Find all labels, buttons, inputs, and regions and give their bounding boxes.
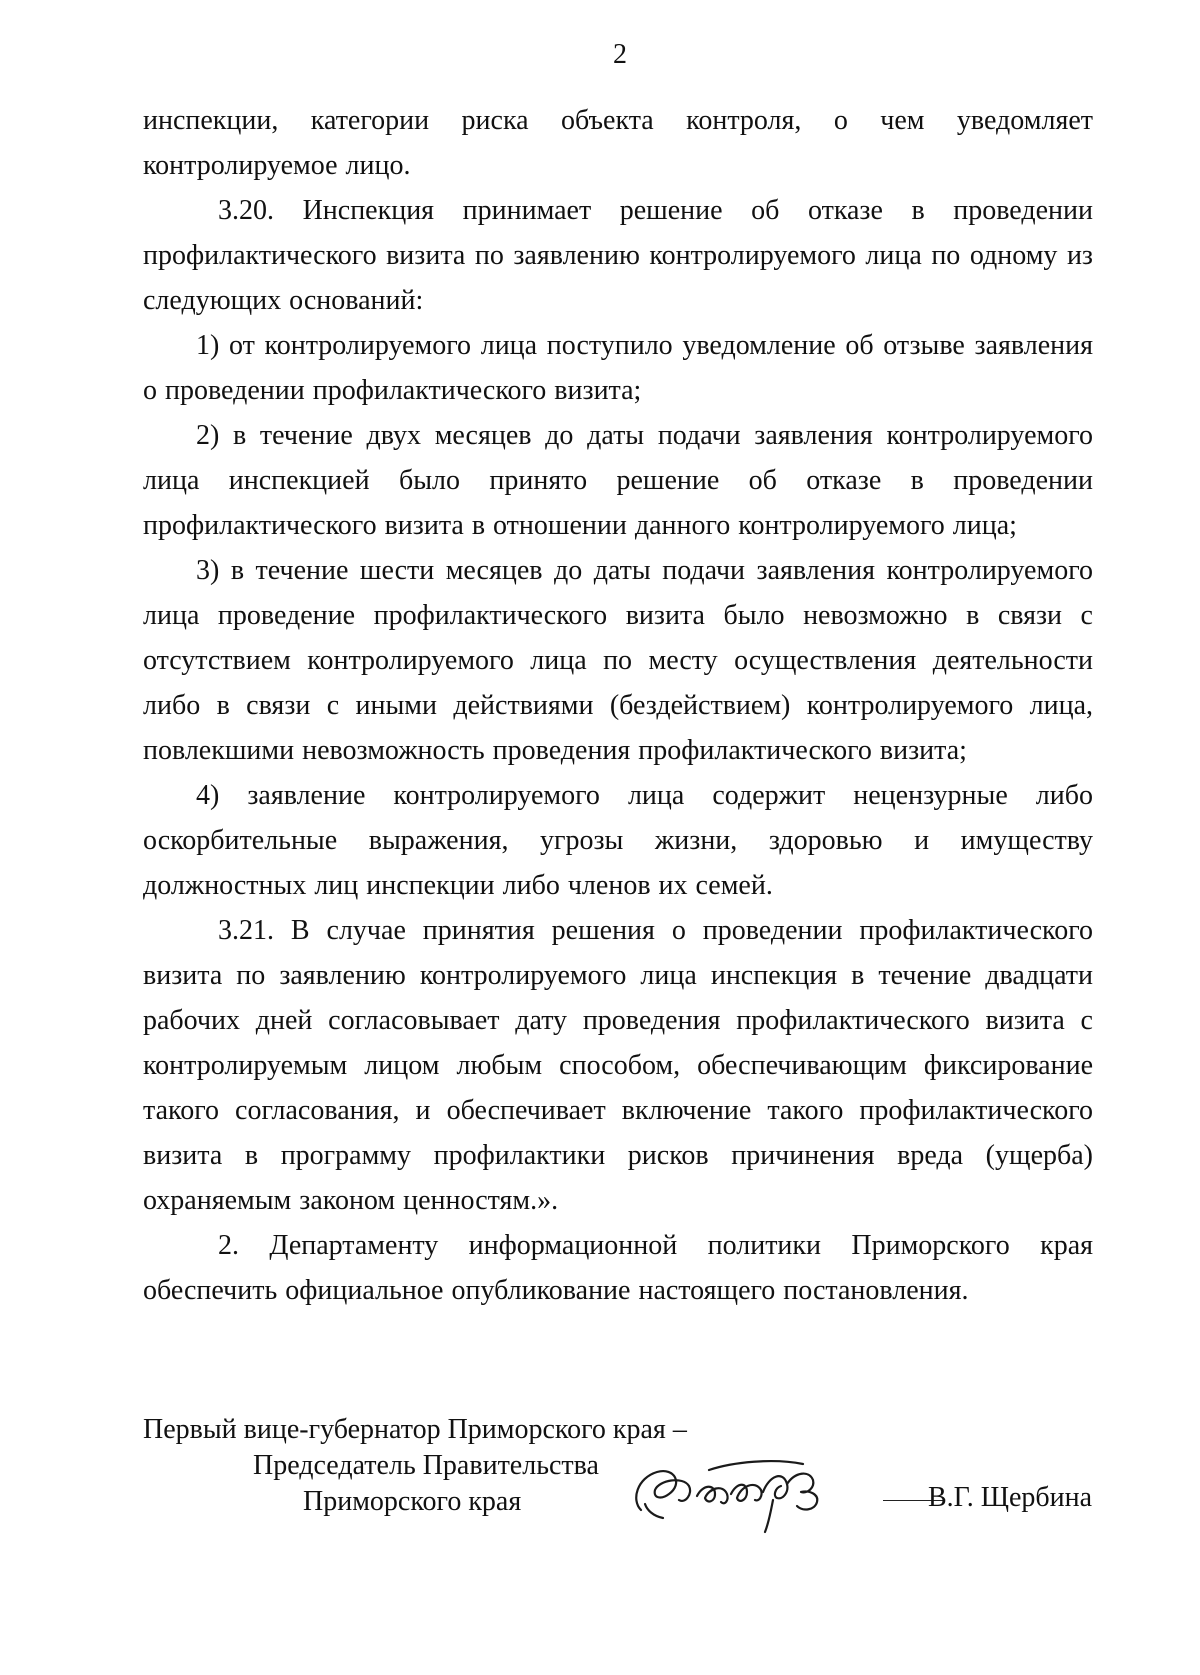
page-number: 2 [613, 39, 627, 70]
paragraph-item-1: 1) от контролируемого лица поступило уведомление об отзыве заявления о проведении профилактического визита; [143, 330, 1093, 406]
paragraph-2: 2. Департаменту информационной политики Приморского края обеспечить официальное опубликование настоящего постановления. [143, 1230, 1093, 1306]
document-body [143, 98, 1093, 1313]
paragraph-item-3: 3) в течение шести месяцев до даты подачи заявления контролируемого лица проведение профилактического визита было невозможно в связи с отсутствием контролируемого лица по месту осуществления деятельности либо в связи с иными действиями (бездействием) контролируемого лица, повлекшими невозможность проведения профилактического визита; [143, 555, 1093, 766]
signatory-title-line1: Первый вице-губернатор Приморского края – [143, 1414, 687, 1445]
handwritten-signature [623, 1440, 863, 1540]
signature-block [143, 1412, 1103, 1552]
paragraph-item-2: 2) в течение двух месяцев до даты подачи заявления контролируемого лица инспекцией было принято решение об отказе в проведении профилактического визита в отношении данного контролируемого лица; [143, 420, 1093, 541]
paragraph-3-20: 3.20. Инспекция принимает решение об отказе в проведении профилактического визита по заявлению контролируемого лица по одному из следующих оснований: [143, 195, 1093, 316]
paragraph-item-4: 4) заявление контролируемого лица содержит нецензурные либо оскорбительные выражения, угрозы жизни, здоровью и имуществу должностных лиц инспекции либо членов их семей. [143, 780, 1093, 901]
signatory-name: В.Г. Щербина [928, 1482, 1093, 1513]
signatory-title-line3: Приморского края [303, 1486, 522, 1517]
paragraph-3-21: 3.21. В случае принятия решения о проведении профилактического визита по заявлению контролируемого лица инспекция в течение двадцати рабочих дней согласовывает дату проведения профилактического визита с контролируемым лицом любым способом, обеспечивающим фиксирование такого согласования, и обеспечивает включение такого профилактического визита в программу профилактики рисков причинения вреда (ущерба) охраняемым законом ценностям.». [143, 915, 1093, 1216]
signatory-title-line2: Председатель Правительства [253, 1450, 599, 1481]
paragraph-continuation: инспекции, категории риска объекта контроля, о чем уведомляет контролируемое лицо. [143, 105, 1093, 181]
